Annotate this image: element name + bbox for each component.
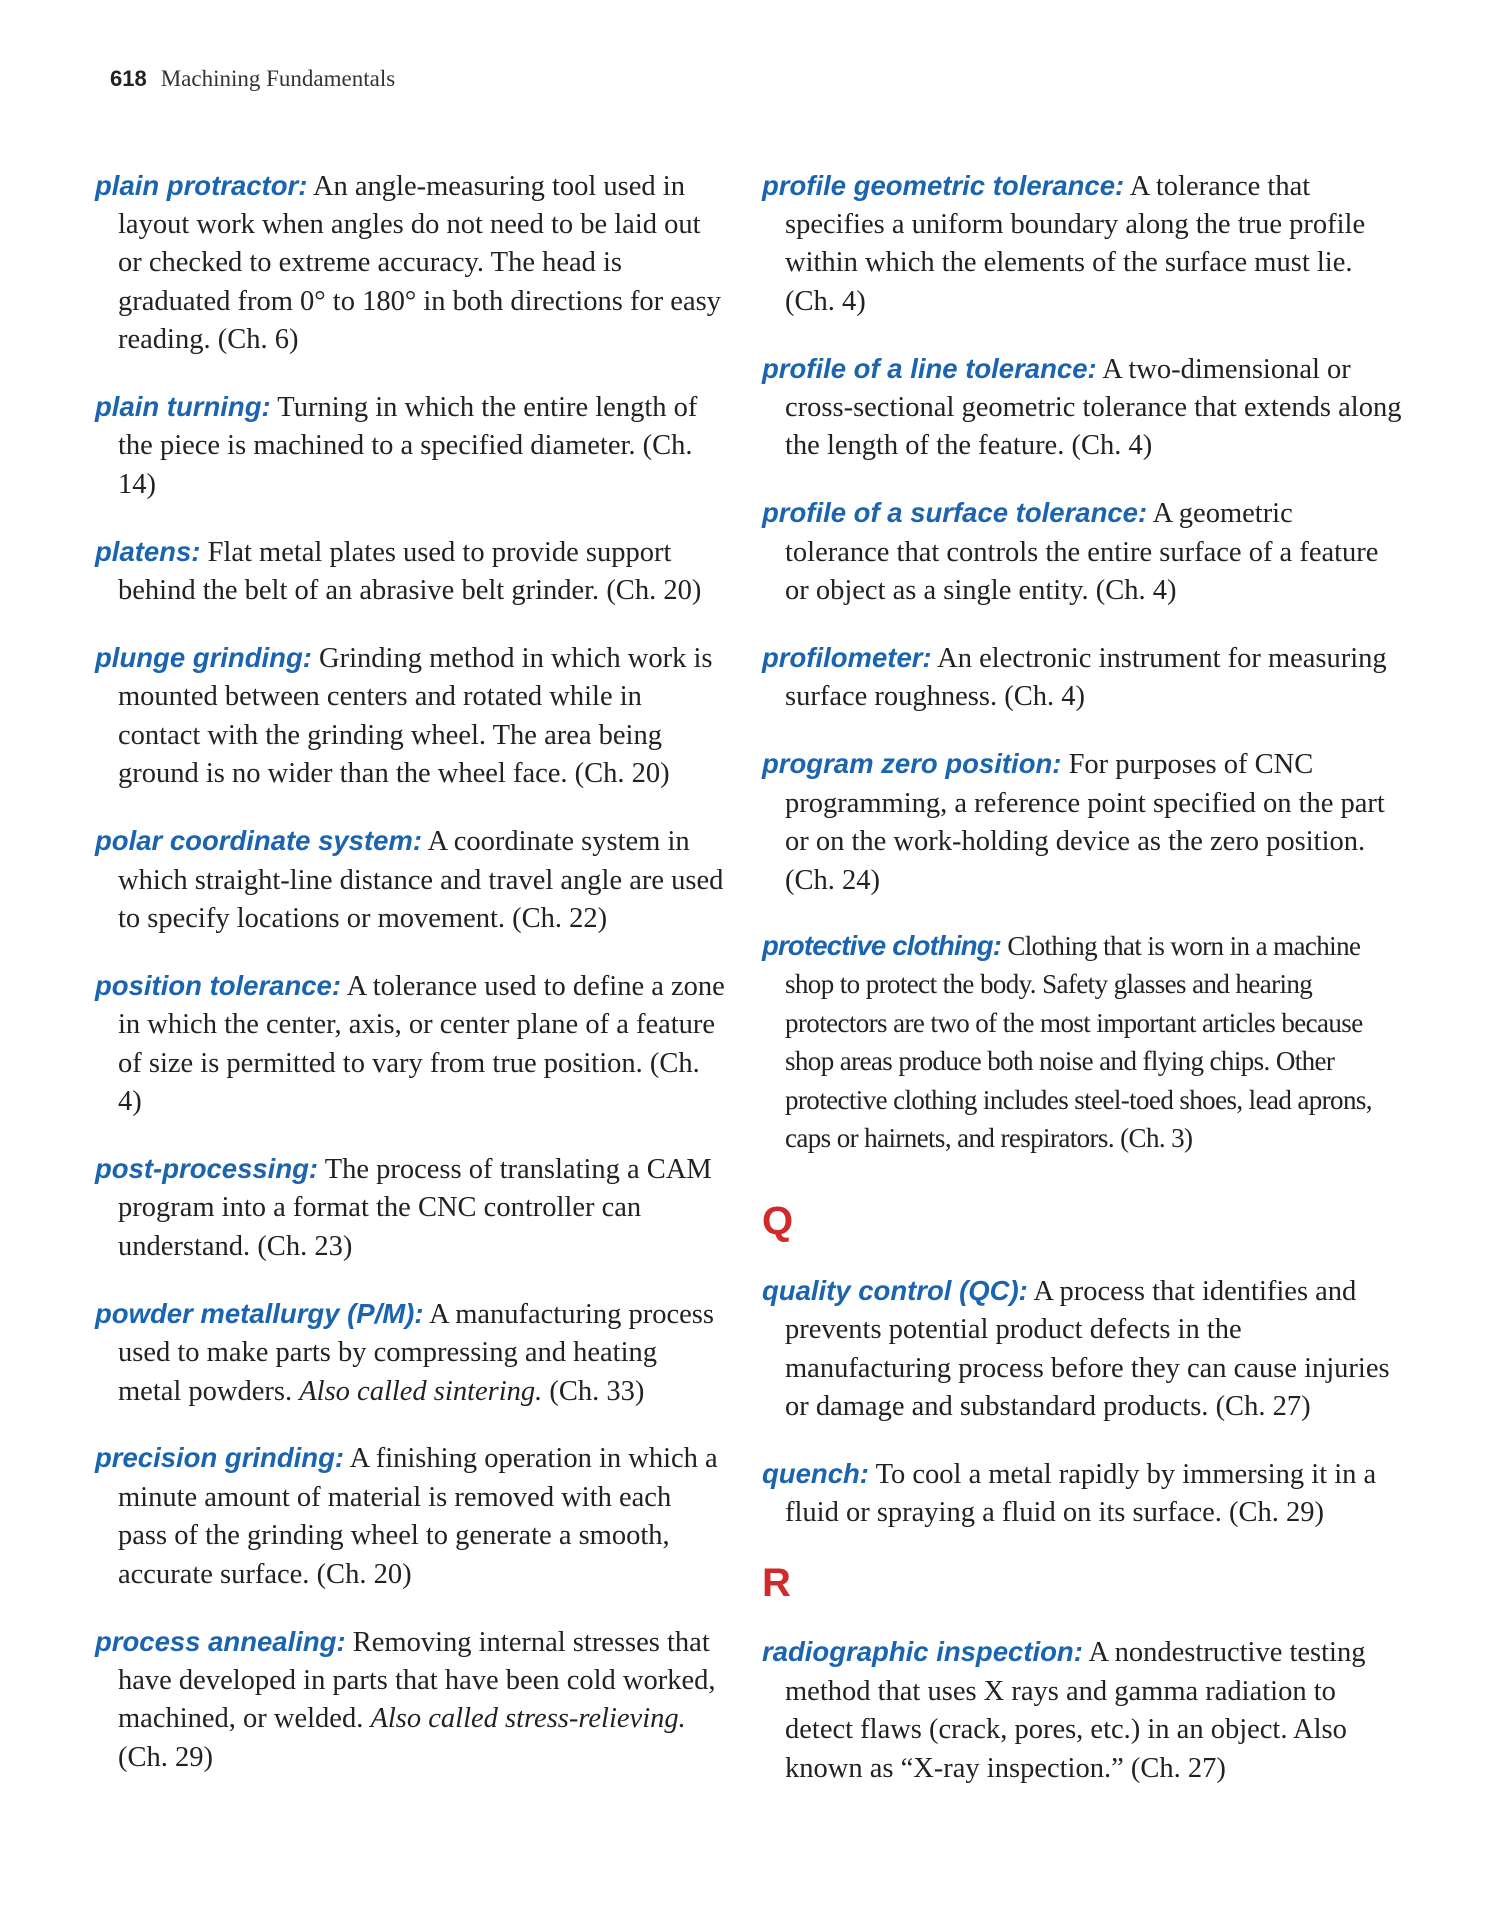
glossary-entry bbox=[762, 1633, 1402, 1788]
section-letter-r: R bbox=[762, 1560, 791, 1605]
glossary-entry bbox=[762, 494, 1402, 610]
page-header bbox=[110, 66, 395, 102]
entry-also-called: Also called stress-relieving. bbox=[370, 1703, 686, 1735]
entry-definition: A tolerance that specifies a uniform boundary along the true profile within which the elements of the surface must lie. bbox=[785, 170, 1366, 279]
entry-term: program zero position: bbox=[762, 748, 1062, 780]
entry-term: powder metallurgy (P/M): bbox=[95, 1297, 424, 1329]
glossary-entry bbox=[762, 167, 1402, 322]
entry-definition: Flat metal plates used to provide support behind the belt of an abrasive belt grinder. bbox=[118, 536, 672, 607]
entry-definition: Clothing that is worn in a machine shop to protect the body. Safety glasses and hearing protectors are two of the most important articles because shop areas produce both noise and flying chips. Other protective clothing includes steel-toed shoes, lead aprons, caps or hairnets, and respirators. bbox=[785, 931, 1372, 1154]
entry-chapter-ref: (Ch. 20) bbox=[606, 575, 702, 607]
glossary-entry bbox=[95, 1295, 725, 1411]
entry-definition: A manufacturing process used to make parts by compressing and heating metal powders. bbox=[118, 1298, 714, 1407]
glossary-entry bbox=[95, 533, 725, 611]
entry-term: plunge grinding: bbox=[95, 642, 312, 674]
entry-term: position tolerance: bbox=[95, 969, 341, 1001]
entry-term: plain protractor: bbox=[95, 169, 308, 201]
entry-definition: To cool a metal rapidly by immersing it in a fluid or spraying a fluid on its surface. bbox=[785, 1459, 1377, 1529]
entry-definition: Grinding method in which work is mounted between centers and rotated while in contact with the grinding wheel. The area being ground is no wider than the wheel face. bbox=[118, 643, 713, 790]
entry-chapter-ref: (Ch. 6) bbox=[217, 324, 299, 356]
glossary-entry bbox=[762, 639, 1402, 717]
right-column bbox=[762, 138, 1402, 1796]
entry-definition: A process that identifies and prevents potential product defects in the manufacturing process before they can cause injuries or damage and substandard products. bbox=[785, 1275, 1390, 1423]
entry-definition: An angle-measuring tool used in layout work when angles do not need to be laid out or checked to extreme accuracy. The head is graduated from 0° to 180° in both directions for easy reading. bbox=[118, 170, 721, 356]
glossary-entry bbox=[95, 639, 725, 794]
entry-term: post-processing: bbox=[95, 1153, 319, 1185]
entry-chapter-ref: (Ch. 24) bbox=[785, 864, 880, 896]
entry-also-called: Also called sintering. bbox=[299, 1375, 543, 1407]
glossary-entry bbox=[95, 1439, 725, 1594]
entry-term: protective clothing: bbox=[762, 930, 1002, 961]
entry-chapter-ref: (Ch. 4) bbox=[1004, 681, 1085, 713]
glossary-entry bbox=[762, 1455, 1402, 1533]
entry-definition: An electronic instrument for measuring surface roughness. bbox=[785, 643, 1387, 713]
entry-chapter-ref: (Ch. 3) bbox=[1120, 1123, 1193, 1154]
entry-definition: A two-dimensional or cross-sectional geometric tolerance that extends along the length of the feature. bbox=[785, 353, 1402, 462]
glossary-entry bbox=[762, 745, 1402, 900]
glossary-entry bbox=[95, 1623, 725, 1778]
entry-definition: Turning in which the entire length of the piece is machined to a specified diameter. bbox=[118, 392, 698, 462]
entry-chapter-ref: (Ch. 20) bbox=[574, 758, 670, 790]
entry-chapter-ref: (Ch. 14) bbox=[118, 430, 693, 500]
entry-chapter-ref: (Ch. 23) bbox=[257, 1230, 353, 1262]
entry-definition: Removing internal stresses that have developed in parts that have been cold worked, machined, or welded. bbox=[118, 1626, 716, 1735]
entry-definition: For purposes of CNC programming, a reference point specified on the part or on the work-holding device as the zero position. bbox=[785, 749, 1385, 858]
entry-chapter-ref: (Ch. 33) bbox=[549, 1375, 645, 1407]
entry-term: profile geometric tolerance: bbox=[762, 169, 1125, 201]
entry-chapter-ref: (Ch. 4) bbox=[118, 1047, 700, 1118]
glossary-entry bbox=[95, 1150, 725, 1266]
glossary-entry bbox=[95, 388, 725, 504]
entry-term: quench: bbox=[762, 1458, 869, 1490]
entry-chapter-ref: (Ch. 29) bbox=[118, 1741, 213, 1773]
entry-chapter-ref: (Ch. 4) bbox=[1071, 430, 1153, 462]
entry-chapter-ref: (Ch. 4) bbox=[1095, 575, 1177, 607]
entry-chapter-ref: (Ch. 27) bbox=[1215, 1391, 1311, 1423]
glossary-entry bbox=[95, 967, 725, 1122]
entry-term: profile of a line tolerance: bbox=[762, 352, 1097, 384]
glossary-entry bbox=[762, 350, 1402, 466]
entry-term: profilometer: bbox=[762, 642, 932, 674]
glossary-entry bbox=[762, 1272, 1402, 1427]
entry-chapter-ref: (Ch. 20) bbox=[316, 1558, 412, 1590]
entry-term: process annealing: bbox=[95, 1625, 346, 1657]
entry-term: radiographic inspection: bbox=[762, 1636, 1083, 1668]
entry-term: precision grinding: bbox=[95, 1442, 345, 1474]
entry-chapter-ref: (Ch. 22) bbox=[512, 903, 608, 934]
running-title: Machining Fundamentals bbox=[160, 66, 396, 91]
left-column bbox=[95, 138, 725, 1785]
entry-chapter-ref: (Ch. 4) bbox=[785, 285, 866, 317]
glossary-entry bbox=[95, 822, 725, 938]
entry-definition: A tolerance used to define a zone in which the center, axis, or center plane of a feature of size is permitted to vary from true position. bbox=[118, 970, 725, 1079]
entry-definition: A finishing operation in which a minute amount of material is removed with each pass of the grinding wheel to generate a smooth, accurate surface. bbox=[118, 1443, 718, 1590]
section-letter-q: Q bbox=[762, 1199, 794, 1244]
entry-chapter-ref: (Ch. 27) bbox=[1130, 1752, 1226, 1784]
entry-term: polar coordinate system: bbox=[95, 825, 423, 857]
entry-definition: The process of translating a CAM program into a format the CNC controller can understand. bbox=[118, 1154, 712, 1262]
glossary-entry bbox=[95, 167, 725, 360]
entry-definition: A geometric tolerance that controls the entire surface of a feature or object as a single entity. bbox=[785, 498, 1379, 607]
entry-chapter-ref: (Ch. 29) bbox=[1229, 1497, 1325, 1529]
page-number: 618 bbox=[110, 66, 147, 91]
entry-term: quality control (QC): bbox=[762, 1274, 1028, 1306]
entry-term: profile of a surface tolerance: bbox=[762, 497, 1148, 529]
entry-term: plain turning: bbox=[95, 391, 271, 423]
entry-definition: A coordinate system in which straight-line distance and travel angle are used to specify locations or movement. bbox=[118, 826, 724, 934]
entry-definition: A nondestructive testing method that uses X rays and gamma radiation to detect flaws (crack, pores, etc.) in an object. Also known as “X-ray inspection.” bbox=[785, 1637, 1366, 1784]
entry-term: platens: bbox=[95, 535, 201, 567]
glossary-entry bbox=[762, 927, 1402, 1157]
